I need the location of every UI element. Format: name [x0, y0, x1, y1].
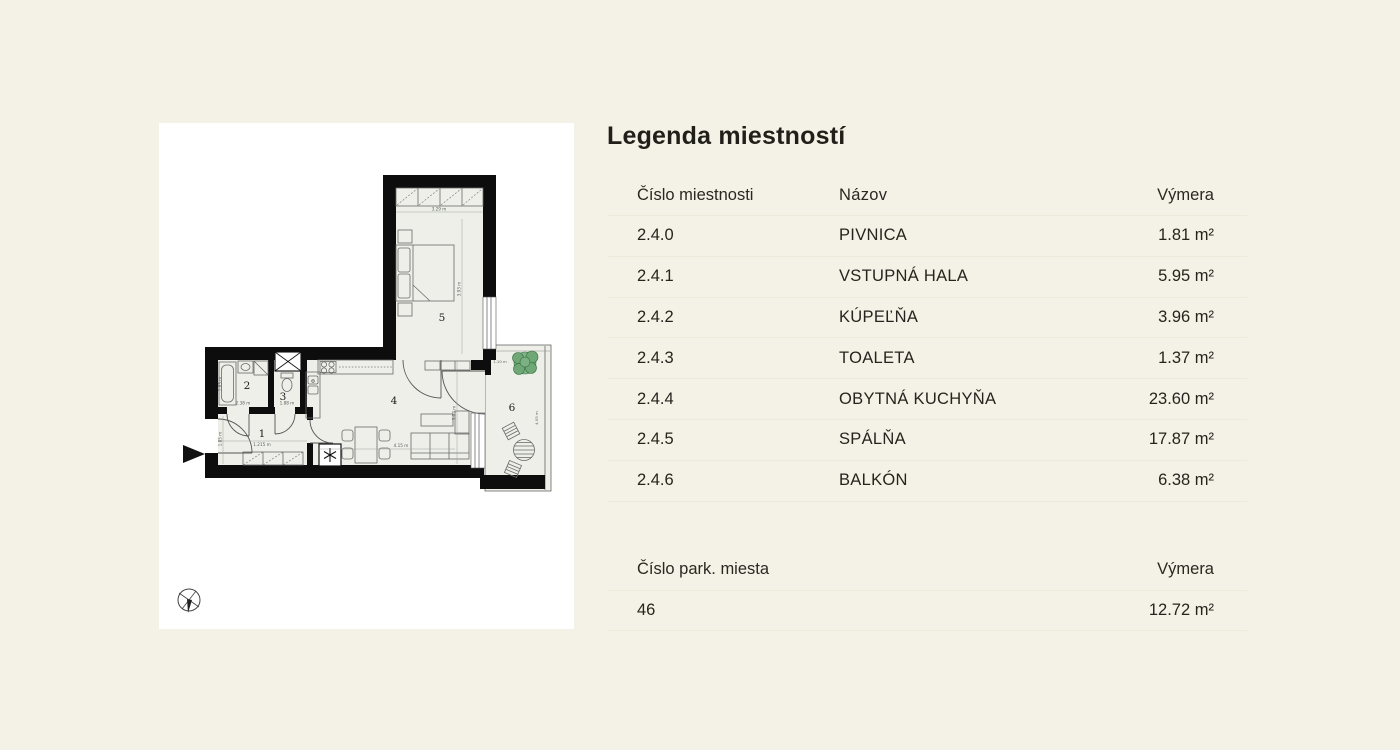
room-number: 2.4.5 [637, 430, 674, 449]
svg-text:3.29 m: 3.29 m [431, 206, 447, 212]
page-title: Legenda miestností [607, 122, 846, 150]
room-number: 2.4.6 [637, 471, 674, 490]
floor [218, 188, 483, 465]
floorplan-drawing [159, 123, 574, 629]
svg-text:1.215 m: 1.215 m [253, 442, 271, 447]
header-room-area: Výmera [1157, 185, 1214, 204]
room-label-bedroom: 5 [438, 312, 446, 324]
compass-icon [178, 589, 200, 613]
header-room-name: Názov [839, 185, 888, 204]
bedroom-window [483, 297, 496, 349]
room-name: PIVNICA [839, 226, 908, 245]
shaft [275, 352, 301, 371]
room-number: 2.4.1 [637, 267, 674, 286]
entry-arrow-icon [183, 445, 205, 463]
legend-section [607, 122, 1247, 631]
room-area: 23.60 m² [1148, 389, 1214, 408]
table-row [607, 215, 1247, 256]
svg-text:1.85 m: 1.85 m [217, 431, 223, 447]
tree-icon [513, 351, 539, 375]
table-row [607, 460, 1247, 501]
table-row [607, 590, 1247, 631]
room-number: 2.4.2 [637, 307, 674, 326]
room-area: 3.96 m² [1158, 307, 1214, 326]
header-parking-area: Výmera [1157, 560, 1214, 579]
header-room-number: Číslo miestnosti [637, 185, 754, 204]
header-parking-number: Číslo park. miesta [637, 560, 770, 579]
table-row [607, 337, 1247, 378]
table-row [607, 419, 1247, 460]
room-area: 1.81 m² [1158, 226, 1214, 245]
room-name: KÚPEĽŇA [839, 307, 919, 326]
room-area: 5.95 m² [1158, 267, 1214, 286]
room-label-wc: 3 [279, 391, 287, 403]
svg-text:3.93 m: 3.93 m [456, 281, 462, 297]
room-name: TOALETA [839, 348, 915, 367]
table-row [607, 256, 1247, 297]
room-area: 6.38 m² [1158, 471, 1214, 490]
svg-text:1.88 m: 1.88 m [279, 400, 295, 406]
table-row [607, 378, 1247, 419]
rooms-table-header [607, 175, 1247, 215]
room-number: 2.4.3 [637, 348, 674, 367]
svg-text:4.05 m: 4.05 m [534, 411, 539, 425]
room-area: 17.87 m² [1148, 430, 1214, 449]
svg-text:1.83 m: 1.83 m [217, 376, 223, 392]
living-window [471, 413, 485, 468]
room-label-bathroom: 2 [243, 380, 251, 392]
svg-text:4.15 m: 4.15 m [393, 443, 409, 448]
room-name: SPÁLŇA [839, 430, 906, 449]
floorplan-panel [159, 123, 574, 629]
parking-area: 12.72 m² [1148, 600, 1214, 619]
table-row [607, 297, 1247, 338]
parking-table [607, 550, 1247, 632]
room-label-balcony: 6 [508, 402, 516, 414]
room-label-hall: 1 [258, 428, 266, 440]
rooms-table [607, 175, 1247, 502]
room-label-living: 4 [390, 395, 398, 407]
svg-text:3.03 m: 3.03 m [451, 405, 457, 421]
room-number: 2.4.4 [637, 389, 674, 408]
room-name: OBYTNÁ KUCHYŇA [839, 389, 997, 408]
svg-text:2.38 m: 2.38 m [235, 400, 251, 406]
parking-table-header [607, 550, 1247, 590]
room-area: 1.37 m² [1158, 348, 1214, 367]
room-name: BALKÓN [839, 471, 908, 490]
balcony-table [514, 440, 535, 461]
parking-number: 46 [637, 600, 656, 619]
asterisk-shaft [319, 444, 341, 466]
svg-text:1.10 m: 1.10 m [493, 359, 507, 364]
room-number: 2.4.0 [637, 226, 674, 245]
room-name: VSTUPNÁ HALA [839, 267, 969, 286]
